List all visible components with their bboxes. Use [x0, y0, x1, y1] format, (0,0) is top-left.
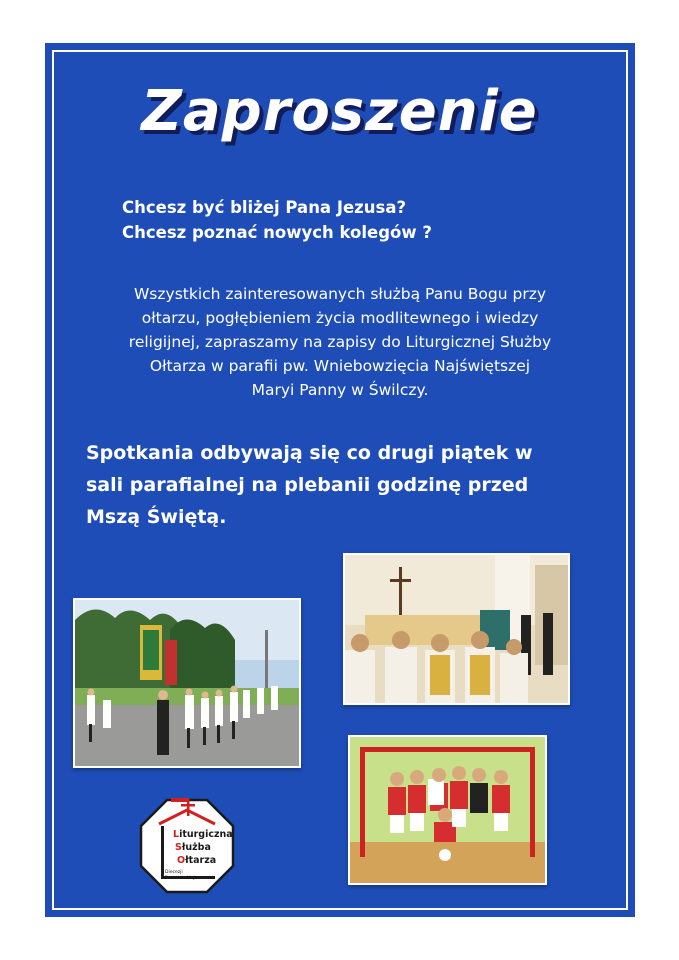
meeting-line: sali parafialnej na plebanii godzinę przed [86, 474, 529, 496]
invitation-line: Maryi Panny w Świlczy. [251, 381, 429, 399]
question-line: Chcesz być bliżej Pana Jezusa? [122, 198, 407, 217]
invitation-line: religijnej, zapraszamy na zapisy do Liturgicznej Służby [128, 333, 552, 351]
meeting-info [86, 437, 606, 533]
church-photo [343, 553, 570, 705]
logo-line-1: Liturgiczna [173, 829, 233, 840]
questions-block [122, 195, 432, 245]
invitation-line: ołtarzu, pogłębieniem życia modlitewnego i wiedzy [141, 309, 539, 327]
poster-title: Zaproszenie [141, 79, 538, 144]
logo-line-3: Ołtarza [177, 855, 217, 866]
team-photo [348, 735, 547, 885]
lso-logo [137, 796, 237, 896]
logo-diocese: Diecezji Rzeszowskiej [165, 870, 195, 881]
invitation-line: Wszystkich zainteresowanych służbą Panu Bogu przy [133, 285, 547, 303]
invitation-text [90, 282, 590, 402]
invitation-line: Ołtarza w parafii pw. Wniebowzięcia Najświętszej [149, 357, 531, 375]
meeting-line: Spotkania odbywają się co drugi piątek w [86, 442, 533, 464]
procession-photo [73, 598, 301, 768]
logo-line-2: Służba [175, 842, 211, 853]
meeting-line: Mszą Świętą. [86, 506, 227, 528]
question-line: Chcesz poznać nowych kolegów ? [122, 223, 432, 242]
